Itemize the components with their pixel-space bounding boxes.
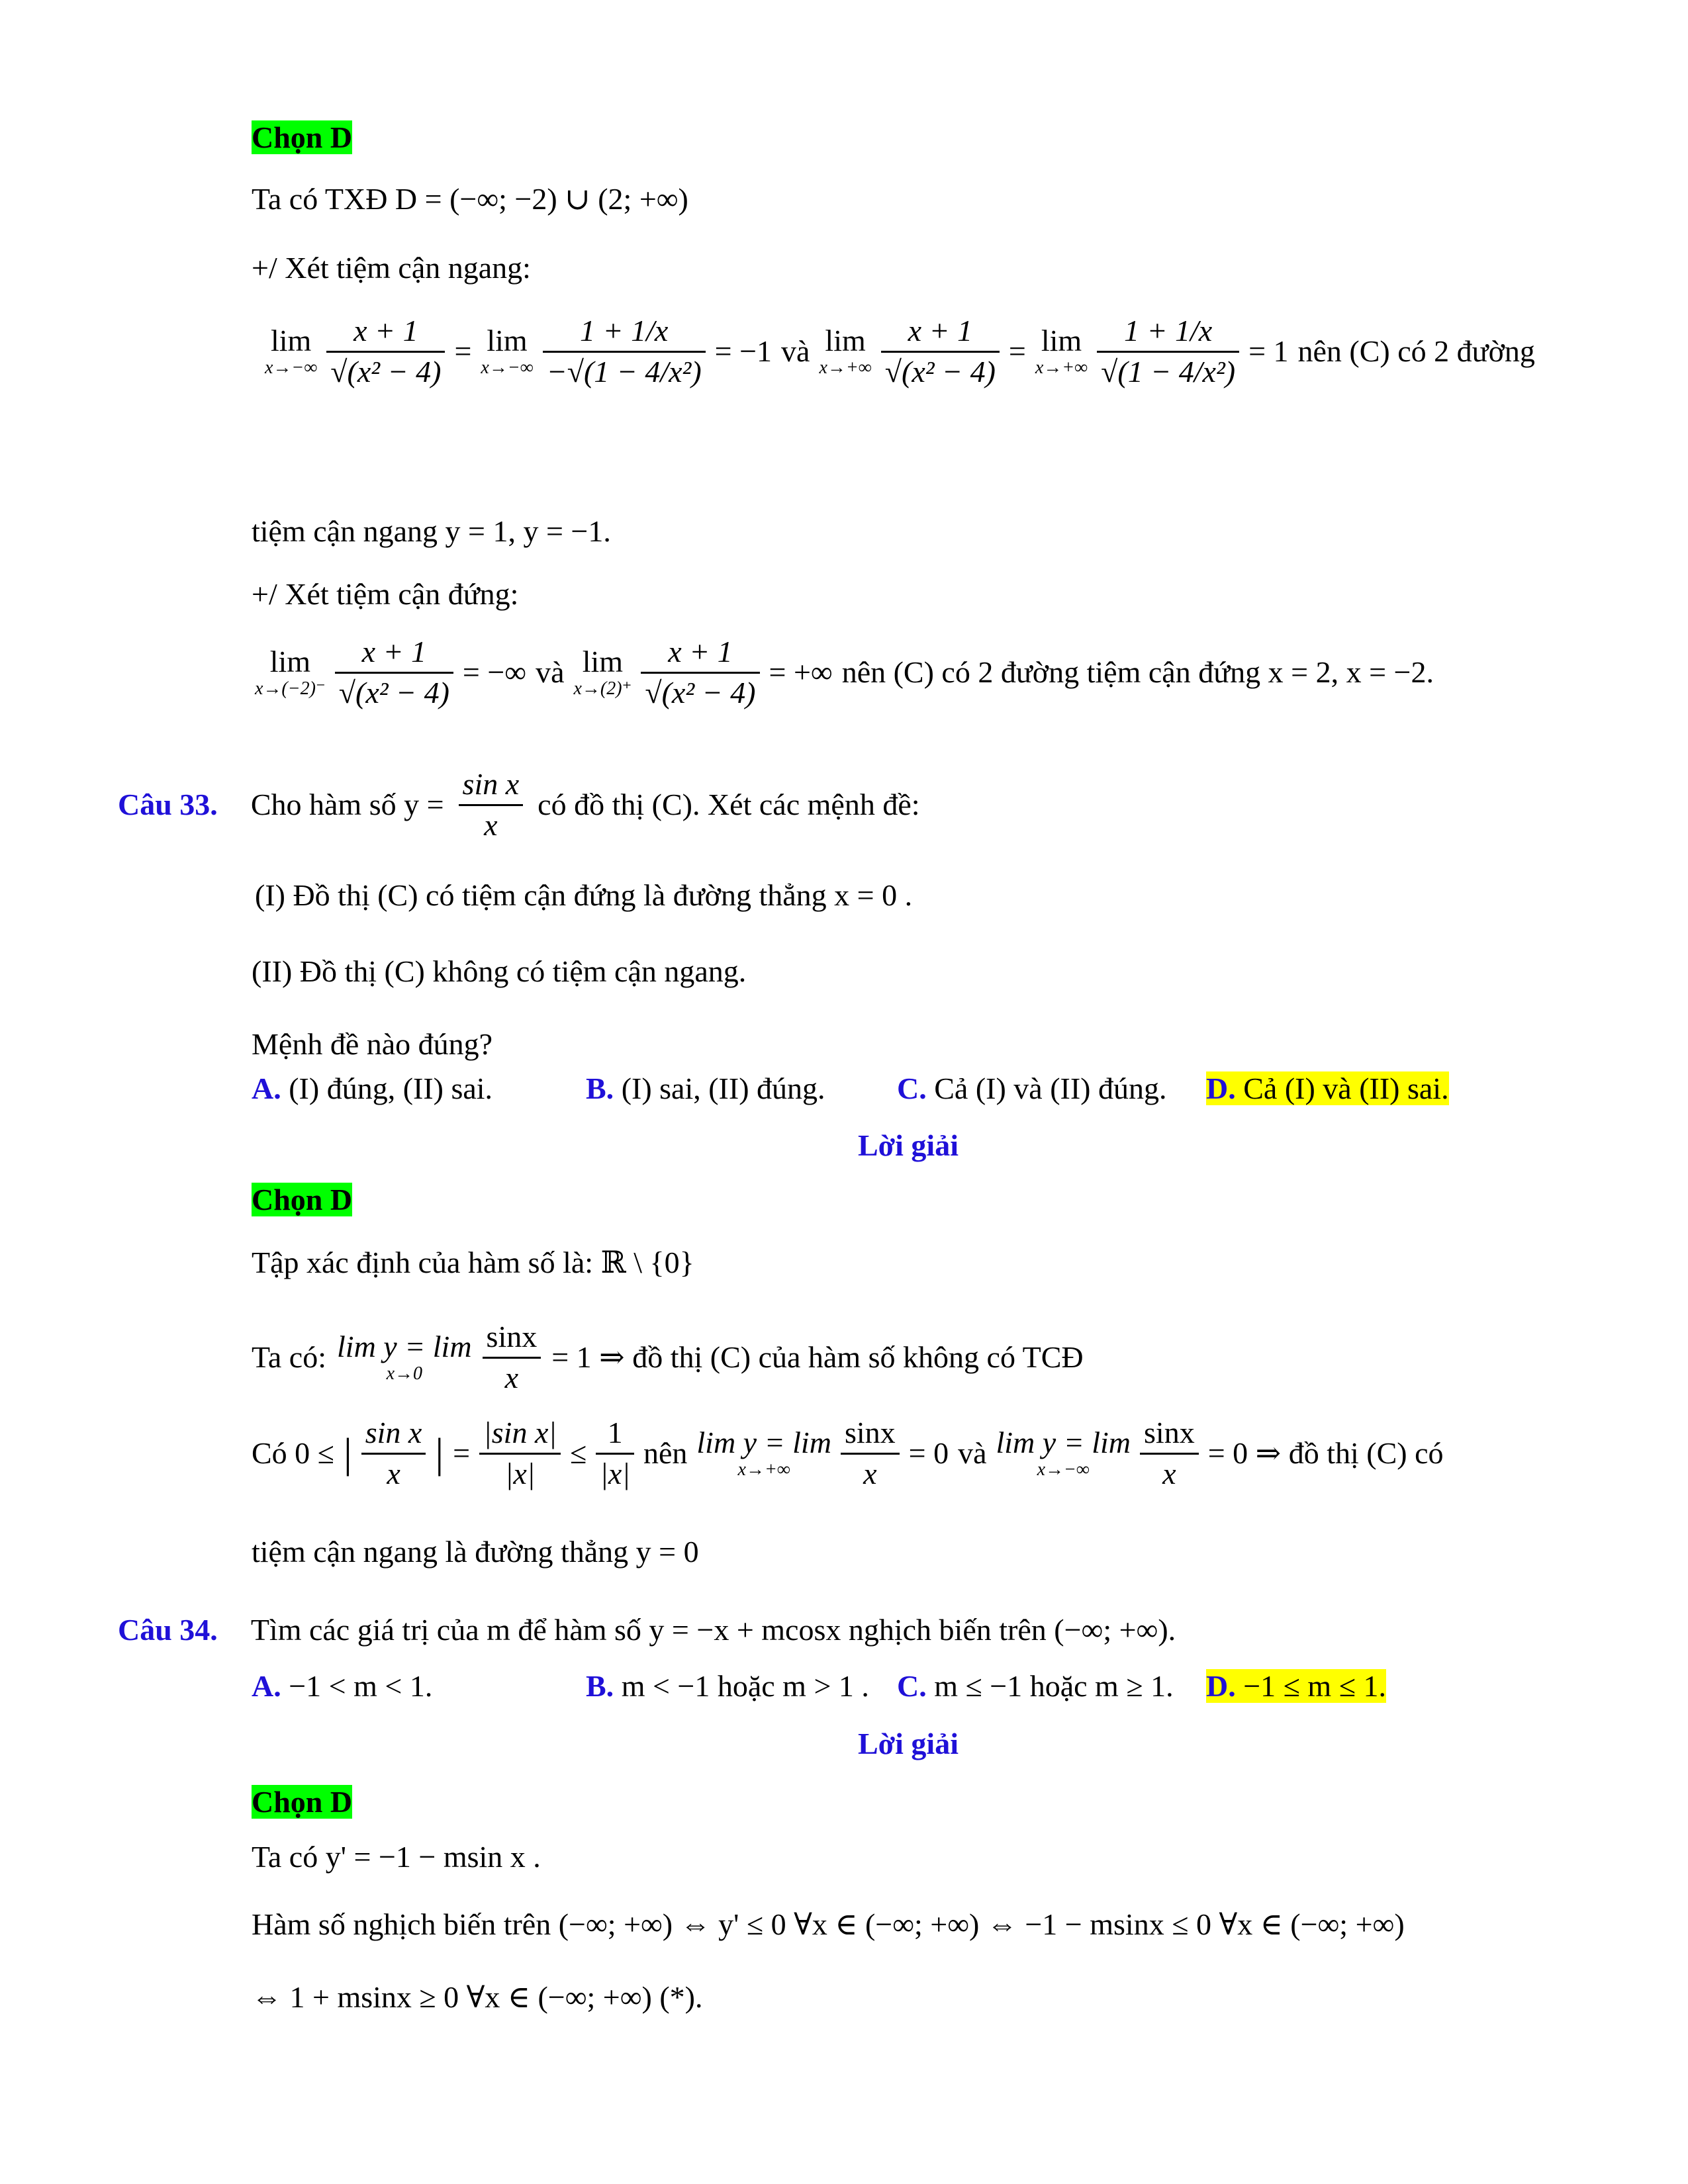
option-b[interactable]	[586, 1671, 869, 1702]
lim-word: lim	[582, 645, 624, 679]
lim-sub: x→0	[386, 1363, 422, 1385]
lim-word: lim	[487, 324, 528, 358]
lim-word: lim	[825, 324, 866, 358]
lim-sub: x→(−2)⁻	[255, 678, 326, 700]
question-34	[118, 1615, 1176, 1645]
frac-den: x	[484, 807, 498, 842]
lim-sub: x→−∞	[1037, 1459, 1090, 1480]
question-33	[118, 768, 920, 842]
question-text-cont: có đồ thị (C). Xét các mệnh đề:	[538, 788, 920, 822]
inequality-line: Có 0 ≤ | $\frac{\text{sin x}}{x}$ | = $\frac{\text{|sin x|}}{|x|}$ ≤ $\frac{1}{|x|}$ nên lim y = lim x→+∞ $\frac{\sin x}{x}$ = 0 và lim y = lim x→−∞ $\frac{\sin x}{x}$ = 0 ⇒ đồ thị (C) có	[252, 1416, 1444, 1490]
lim-minus2	[255, 647, 326, 698]
conclusion-text: = 1 ⇒ đồ thị (C) của hàm số không có TCĐ	[551, 1340, 1084, 1375]
option-label: B.	[586, 1669, 614, 1703]
limit-at-zero	[252, 1320, 1084, 1394]
option-label: C.	[897, 1669, 927, 1703]
derivative-line: Ta có y' = −1 − msin x .	[252, 1840, 541, 1874]
lim-word: lim y = lim	[337, 1330, 472, 1364]
conclusion-text: nên (C) có 2 đường	[1297, 334, 1535, 369]
question-label: Câu 33.	[118, 788, 218, 822]
option-text: m ≤ −1 hoặc m ≥ 1.	[934, 1669, 1174, 1703]
hence-word: nên	[643, 1436, 688, 1471]
option-text: (I) đúng, (II) sai.	[289, 1071, 493, 1105]
fraction-x1-over-sqrt-2	[881, 314, 1000, 388]
frac-den: √(1 − 4/x²)	[1101, 354, 1236, 388]
option-text: −1 < m < 1.	[289, 1669, 433, 1703]
frac-den: −√(1 − 4/x²)	[546, 354, 702, 388]
fraction-v1	[335, 635, 453, 709]
lim-sub: x→(2)⁺	[573, 678, 632, 700]
frac-num: x + 1	[335, 635, 453, 674]
lim-word: lim y = lim	[696, 1426, 831, 1460]
and-word: và	[958, 1436, 987, 1471]
lead-text: Có 0 ≤	[252, 1436, 334, 1471]
and-word: và	[536, 655, 565, 690]
frac-den: √(x² − 4)	[884, 354, 996, 388]
question-text: Cho hàm số y =	[250, 788, 444, 822]
and-word: và	[781, 334, 810, 369]
lim-word: lim	[1041, 324, 1082, 358]
domain-line-33: Tập xác định của hàm số là: ℝ \ {0}	[252, 1246, 694, 1279]
sinx-over-x-2	[483, 1320, 541, 1394]
question-text: Tìm các giá trị của m để hàm số y = −x + mcosx nghịch biến trên (−∞; +∞).	[250, 1613, 1176, 1647]
lead-text: Ta có:	[252, 1340, 327, 1375]
frac-num: 1 + 1/x	[1097, 314, 1239, 353]
lim-sub: x→+∞	[737, 1459, 790, 1480]
lim-sub: x→+∞	[1035, 357, 1088, 379]
one-over-abs-x	[596, 1416, 634, 1490]
frac-num: x + 1	[881, 314, 1000, 353]
option-label: D.	[1206, 1071, 1236, 1105]
frac-num: sin x	[459, 768, 524, 806]
fraction-inner-pos	[1097, 314, 1239, 388]
lim-pos	[819, 326, 871, 377]
option-label: D.	[1206, 1669, 1236, 1703]
horizontal-asymptote-heading: +/ Xét tiệm cận ngang:	[252, 251, 531, 285]
chon-highlight: Chọn D	[252, 1785, 353, 1819]
frac-den: |x|	[504, 1456, 536, 1490]
frac-num: x + 1	[641, 635, 759, 674]
frac-den: √(x² − 4)	[330, 354, 442, 388]
fraction-inner-neg	[543, 314, 706, 388]
frac-den: √(x² − 4)	[338, 675, 449, 709]
frac-den: x	[387, 1456, 400, 1490]
vertical-limits	[255, 635, 1434, 709]
horizontal-asymptote-conclusion: tiệm cận ngang là đường thẳng y = 0	[252, 1535, 699, 1569]
vertical-asymptote-heading: +/ Xét tiệm cận đứng:	[252, 577, 519, 611]
result-minus-inf: = −∞	[462, 655, 527, 690]
result-zero: = 0	[908, 1436, 949, 1471]
conclusion-text: nên (C) có 2 đường tiệm cận đứng x = 2, x = −2.	[841, 655, 1434, 690]
frac-den: |x|	[600, 1456, 630, 1490]
lim-sub: x→−∞	[481, 357, 534, 379]
lim-plus-inf	[696, 1428, 831, 1479]
decreasing-condition: Hàm số nghịch biến trên (−∞; +∞) ⇔ y' ≤ 0 ∀x ∈ (−∞; +∞) ⇔ −1 − msinx ≤ 0 ∀x ∈ (−∞; +∞)	[252, 1907, 1405, 1941]
frac-den: x	[1162, 1456, 1176, 1490]
result-plus-inf: = +∞	[769, 655, 833, 690]
equivalent-condition: ⇔ 1 + msinx ≥ 0 ∀x ∈ (−∞; +∞) (*).	[252, 1980, 703, 2014]
frac-num: 1	[596, 1416, 634, 1455]
frac-num: sinx	[841, 1416, 900, 1455]
lim-plus2	[574, 647, 632, 698]
sinx-over-x-4	[1140, 1416, 1199, 1490]
chon-highlight: Chọn D	[252, 1183, 353, 1216]
lim-neg	[265, 326, 317, 377]
option-label: C.	[897, 1071, 927, 1105]
chon-highlight: Chọn D	[252, 120, 353, 154]
lim-neg-2	[481, 326, 533, 377]
option-text: (I) sai, (II) đúng.	[621, 1071, 825, 1105]
question-label: Câu 34.	[118, 1613, 218, 1647]
statement-1: (I) Đồ thị (C) có tiệm cận đứng là đường thẳng x = 0 .	[255, 878, 913, 912]
frac-den: x	[504, 1360, 519, 1394]
fraction-x1-over-sqrt	[326, 314, 445, 388]
abs-sinx-over-x	[361, 1416, 426, 1490]
frac-num: sinx	[483, 1320, 541, 1359]
fraction-v2	[641, 635, 759, 709]
answer-choice-label	[252, 122, 352, 153]
sinx-over-x-3	[841, 1416, 900, 1490]
option-label: B.	[586, 1071, 614, 1105]
option-label: A.	[252, 1669, 281, 1703]
option-c[interactable]	[897, 1073, 1166, 1104]
solution-heading: Lời giải	[858, 1727, 959, 1760]
frac-den: x	[863, 1456, 877, 1490]
option-b[interactable]	[586, 1073, 825, 1104]
option-label: A.	[252, 1071, 281, 1105]
option-text: Cả (I) và (II) đúng.	[934, 1071, 1167, 1105]
result-pos: = 1	[1248, 334, 1289, 369]
lim-word: lim	[270, 324, 312, 358]
lim-sub: x→+∞	[819, 357, 872, 379]
lim-word: lim y = lim	[996, 1426, 1131, 1460]
option-text: −1 ≤ m ≤ 1.	[1243, 1669, 1386, 1703]
option-d[interactable]	[1206, 1073, 1449, 1104]
abs-ratio	[479, 1416, 561, 1490]
frac-num: 1 + 1/x	[543, 314, 706, 353]
option-a[interactable]	[252, 1073, 492, 1104]
solution-heading: Lời giải	[858, 1128, 959, 1162]
sinx-over-x	[459, 768, 524, 842]
question-ask: Mệnh đề nào đúng?	[252, 1027, 493, 1061]
frac-num: |sin x|	[479, 1416, 561, 1455]
lim-word: lim	[269, 645, 311, 679]
option-c[interactable]	[897, 1671, 1174, 1702]
lim-zero	[337, 1332, 472, 1383]
domain-line: Ta có TXĐ D = (−∞; −2) ∪ (2; +∞)	[252, 182, 688, 216]
lim-minus-inf	[996, 1428, 1131, 1479]
horizontal-limits: lim x→−∞ $\frac{x + 1}{\text{√(x² − 4)}}$ = lim x→−∞ $\frac{1 + 1/x}{\text{−√(1 − 4/x²)}}$ = −1 và lim x→+∞ $\frac{x + 1}{\text{√(x² − 4)}}$ = lim x→+∞ $\frac{1 + 1/x}{\text{√(1 − 4/x²)}}$ = 1 nên (C) có 2 đường	[265, 314, 1535, 388]
option-a[interactable]	[252, 1671, 432, 1702]
horizontal-asymptotes: tiệm cận ngang y = 1, y = −1.	[252, 514, 611, 548]
conclusion-text: = 0 ⇒ đồ thị (C) có	[1207, 1436, 1444, 1471]
result-neg: = −1	[714, 334, 773, 369]
option-text: Cả (I) và (II) sai.	[1243, 1071, 1449, 1105]
statement-2: (II) Đồ thị (C) không có tiệm cận ngang.	[252, 954, 747, 988]
frac-num: x + 1	[326, 314, 445, 353]
option-d[interactable]	[1206, 1671, 1386, 1702]
frac-den: √(x² − 4)	[645, 675, 756, 709]
lim-pos-2	[1035, 326, 1088, 377]
frac-num: sin x	[361, 1416, 426, 1455]
option-text: m < −1 hoặc m > 1 .	[621, 1669, 869, 1703]
answer-choice-label	[252, 1185, 352, 1215]
lim-sub: x→−∞	[265, 357, 318, 379]
frac-num: sinx	[1140, 1416, 1199, 1455]
answer-choice-label	[252, 1787, 352, 1817]
